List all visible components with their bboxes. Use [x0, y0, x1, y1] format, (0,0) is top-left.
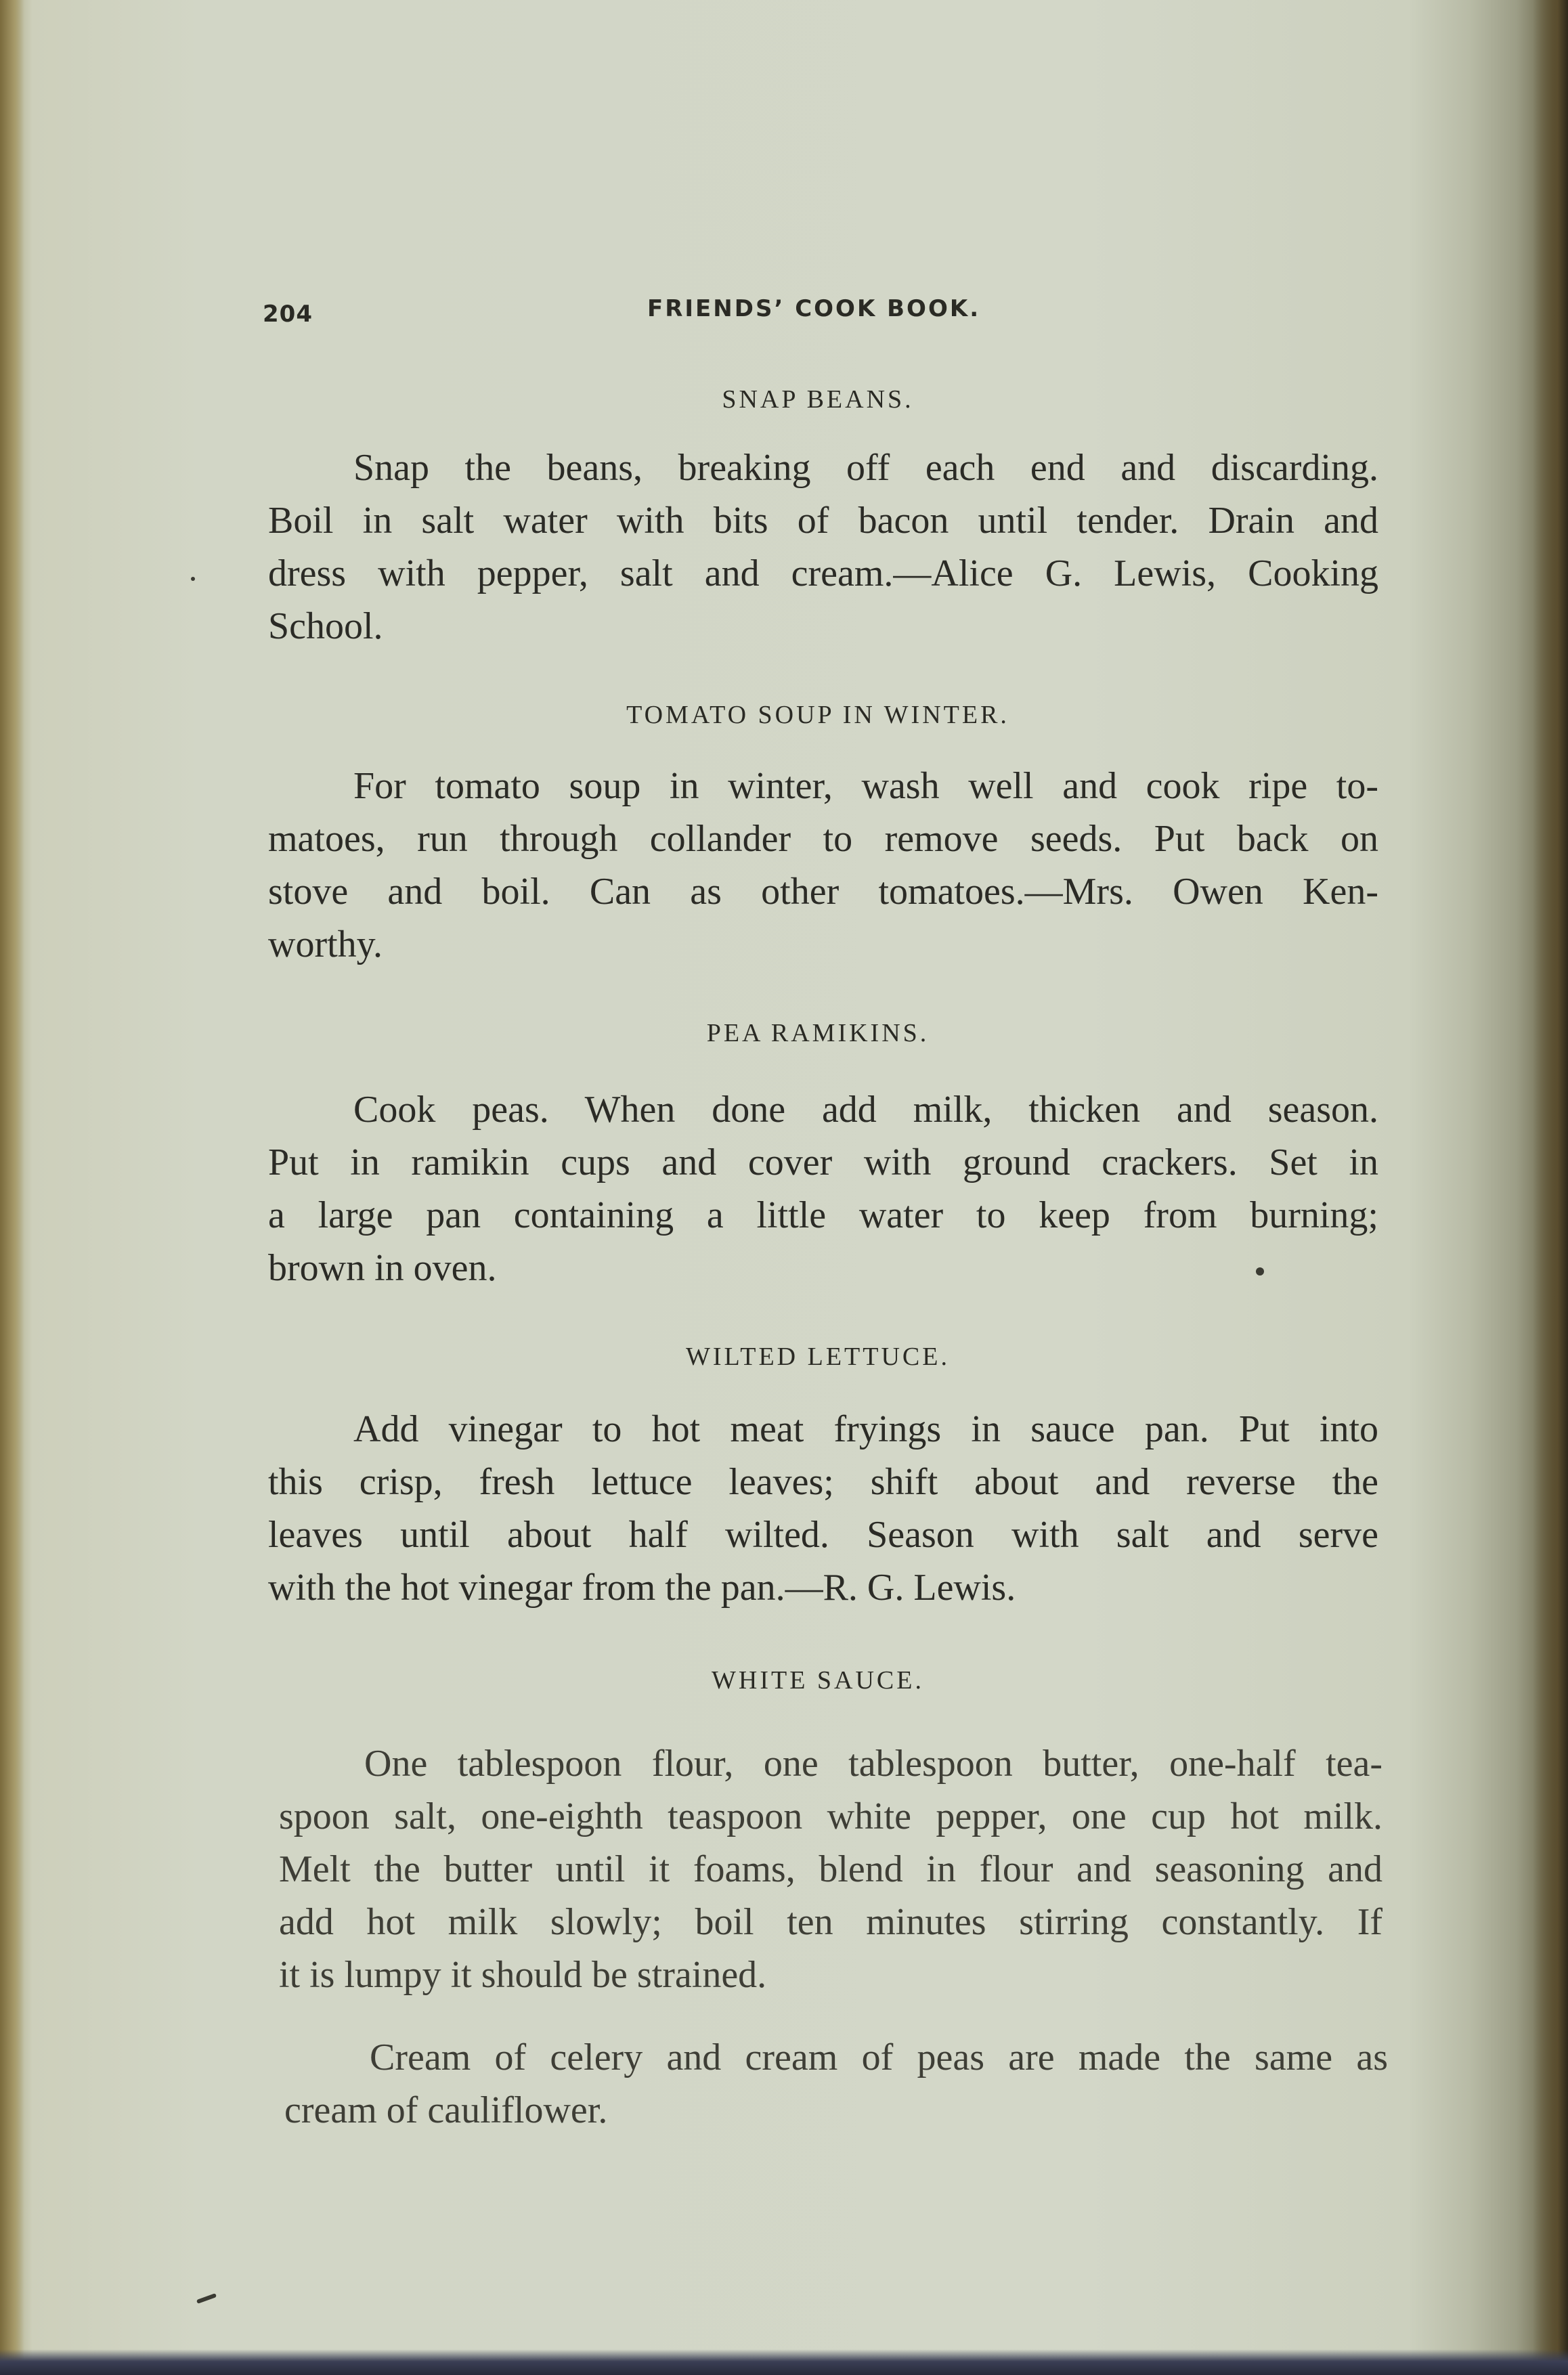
- recipe-heading-pea-ramikins: PEA RAMIKINS.: [706, 1019, 930, 1047]
- recipe-line: spoon salt, one-eighth teaspoon white pepper, one cup hot milk.: [279, 1795, 1382, 1837]
- recipe-text-white-sauce: [279, 1737, 1382, 2001]
- closing-note: [284, 2031, 1388, 2137]
- recipe-line: One tablespoon flour, one tablespoon butter, one-half tea-: [364, 1743, 1382, 1785]
- closing-note-line: Cream of celery and cream of peas are made the same as: [370, 2036, 1388, 2078]
- recipe-line: For tomato soup in winter, wash well and cook ripe to-: [353, 765, 1378, 807]
- recipe-line: with the hot vinegar from the pan.—R. G. Lewis.: [268, 1567, 1016, 1609]
- recipe-line: Boil in salt water with bits of bacon until tender. Drain and: [268, 500, 1378, 542]
- recipe-line: add hot milk slowly; boil ten minutes stirring constantly. If: [279, 1901, 1382, 1943]
- recipe-line: worthy.: [268, 923, 383, 965]
- recipe-line: a large pan containing a little water to keep from burning;: [268, 1194, 1378, 1236]
- closing-note-line: cream of cauliflower.: [284, 2089, 608, 2131]
- book-title: FRIENDS’ COOK BOOK.: [647, 295, 981, 322]
- recipe-line: Cook peas. When done add milk, thicken and season.: [353, 1089, 1378, 1131]
- recipe-line: brown in oven.: [268, 1247, 497, 1289]
- recipe-line: Add vinegar to hot meat fryings in sauce pan. Put into: [353, 1408, 1378, 1450]
- paper-speck: [191, 577, 195, 581]
- recipe-line: matoes, run through collander to remove seeds. Put back on: [268, 818, 1378, 860]
- recipe-line: Put in ramikin cups and cover with ground crackers. Set in: [268, 1141, 1378, 1183]
- recipe-heading-wilted-lettuce: WILTED LETTUCE.: [686, 1343, 950, 1371]
- recipe-heading-tomato-soup: TOMATO SOUP IN WINTER.: [626, 701, 1009, 729]
- recipe-line: dress with pepper, salt and cream.—Alice G. Lewis, Cooking: [268, 552, 1378, 594]
- paper-speck: [1256, 1267, 1264, 1276]
- recipe-heading-white-sauce: WHITE SAUCE.: [712, 1666, 924, 1695]
- recipe-line: stove and boil. Can as other tomatoes.—Mrs. Owen Ken-: [268, 871, 1378, 913]
- recipe-line: leaves until about half wilted. Season with salt and serve: [268, 1514, 1378, 1556]
- page-number: 204: [263, 301, 313, 328]
- recipe-line: Snap the beans, breaking off each end and discarding.: [353, 447, 1378, 489]
- recipe-line: this crisp, fresh lettuce leaves; shift about and reverse the: [268, 1461, 1378, 1503]
- page-bottom-edge: [0, 2349, 1568, 2375]
- recipe-text-tomato-soup: [268, 760, 1378, 971]
- page-binding-edge: [0, 0, 24, 2375]
- page-right-edge: [1533, 0, 1568, 2375]
- recipe-heading-snap-beans: SNAP BEANS.: [722, 385, 914, 414]
- recipe-line: it is lumpy it should be strained.: [279, 1954, 767, 1996]
- recipe-line: School.: [268, 605, 383, 647]
- recipe-text-pea-ramikins: [268, 1083, 1378, 1294]
- recipe-text-snap-beans: [268, 441, 1378, 653]
- paper-mark: [196, 2293, 217, 2304]
- running-head: [263, 295, 1373, 336]
- recipe-text-wilted-lettuce: [268, 1403, 1378, 1614]
- recipe-line: Melt the butter until it foams, blend in flour and seasoning and: [279, 1848, 1382, 1890]
